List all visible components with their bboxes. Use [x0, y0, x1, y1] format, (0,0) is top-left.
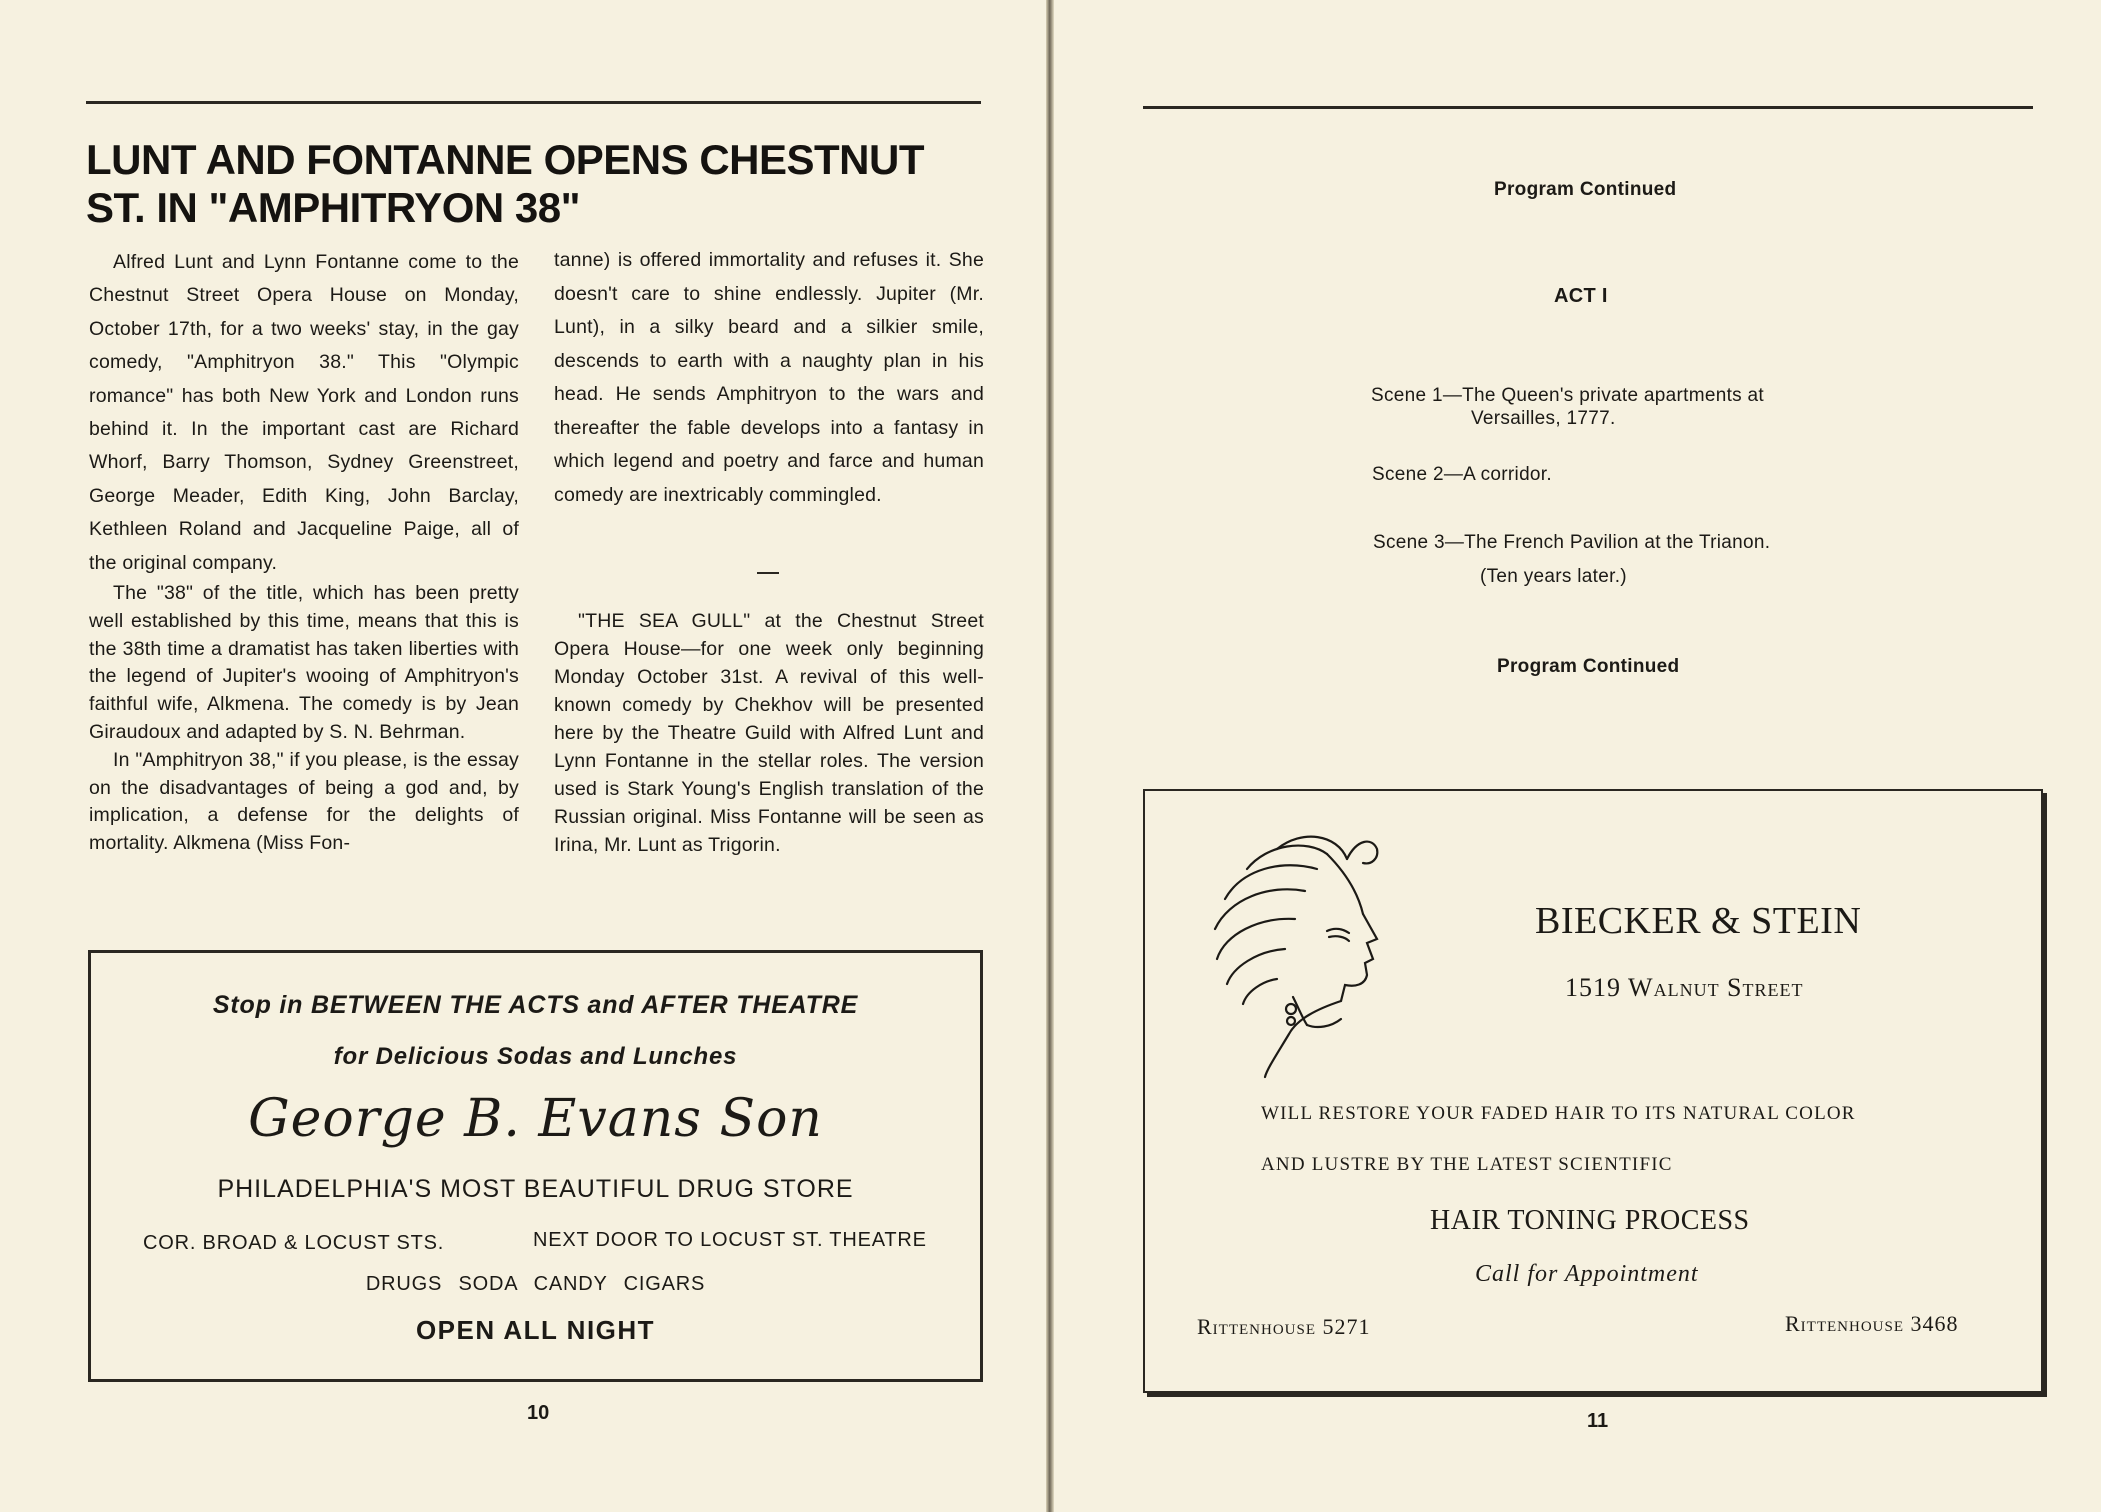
- article-column-2: [554, 244, 984, 859]
- ad-tagline: Stop in BETWEEN THE ACTS and AFTER THEATRE: [212, 991, 859, 1019]
- ad-address: 1519 Walnut Street: [1565, 973, 1804, 1002]
- article-column-1: [89, 246, 519, 858]
- ad-goods: DRUGS SODA CANDY CIGARS: [365, 1273, 706, 1295]
- section-divider: [757, 572, 779, 574]
- scene-continuation: (Ten years later.): [1480, 566, 1627, 587]
- book-spine: [1046, 0, 1054, 1512]
- scene-item: Scene 3—The French Pavilion at the Trianon.: [1373, 532, 1771, 553]
- article-paragraph: In "Amphitryon 38," if you please, is the essay on the disadvantages of being a god and, by implication, a defense for the delights of mortality. Alkmena (Miss Fon-: [89, 748, 519, 855]
- ad-store-description: PHILADELPHIA'S MOST BEAUTIFUL DRUG STORE: [217, 1175, 854, 1203]
- page-number: 10: [527, 1402, 550, 1424]
- ad-location-right: NEXT DOOR TO LOCUST ST. THEATRE: [533, 1229, 927, 1251]
- biecker-stein-ad: [1143, 789, 2043, 1393]
- ad-store-name: George B. Evans Son: [248, 1089, 823, 1149]
- ad-claim: AND LUSTRE BY THE LATEST SCIENTIFIC: [1261, 1154, 1673, 1175]
- ad-call-to-action: Call for Appointment: [1475, 1261, 1699, 1287]
- right-page: [1054, 0, 2101, 1512]
- act-heading: ACT I: [1554, 285, 1608, 307]
- woman-profile-icon: [1207, 819, 1387, 1084]
- ad-hours: OPEN ALL NIGHT: [415, 1315, 656, 1345]
- ad-location-left: COR. BROAD & LOCUST STS.: [143, 1232, 445, 1254]
- article-headline: LUNT AND FONTANNE OPENS CHESTNUT ST. IN "AMPHITRYON 38": [86, 136, 924, 231]
- left-page: [0, 0, 1046, 1512]
- article-paragraph: "THE SEA GULL" at the Chestnut Street Opera House—for one week only beginning Monday October 31st. A revival of this well-known comedy by Chekhov will be presented here by the Theatre Guild with Alfred Lunt and Lynn Fontanne in the stellar roles. The version used is Stark Young's English translation of the Russian original. Miss Fontanne will be seen as Irina, Mr. Lunt as Trigorin.: [554, 610, 984, 856]
- article-paragraph: tanne) is offered immortality and refuses it. She doesn't care to shine endlessly. Jupiter (Mr. Lunt), in a silky beard and a silkier smile, descends to earth with a naughty plan in his head. He sends Amphitryon to the wars and thereafter the fable develops into a fantasy in which legend and poetry and farce and human comedy are inextricably commingled.: [554, 249, 984, 506]
- ad-subtagline: for Delicious Sodas and Lunches: [333, 1043, 738, 1070]
- top-rule: [1143, 106, 2033, 109]
- article-paragraph: The "38" of the title, which has been pretty well established by this time, means that this is the 38th time a dramatist has taken liberties with the legend of Jupiter's wooing of Amphitryon's faithful wife, Alkmena. The comedy is by Jean Giraudoux and adapted by S. N. Behrman.: [89, 582, 519, 744]
- scene-item: Scene 1—The Queen's private apartments at: [1371, 385, 1764, 406]
- ad-process: HAIR TONING PROCESS: [1430, 1205, 1750, 1236]
- page-number: 11: [1587, 1410, 1609, 1432]
- program-continued-heading: Program Continued: [1497, 656, 1680, 677]
- ad-business-name: BIECKER & STEIN: [1535, 900, 1862, 942]
- ad-claim: WILL RESTORE YOUR FADED HAIR TO ITS NATURAL COLOR: [1261, 1103, 1856, 1124]
- article-paragraph: Alfred Lunt and Lynn Fontanne come to the Chestnut Street Opera House on Monday, October 17th, for a two weeks' stay, in the gay comedy, "Amphitryon 38." This "Olympic romance" has both New York and London runs behind it. In the important cast are Richard Whorf, Barry Thomson, Sydney Greenstreet, George Meader, Edith King, John Barclay, Kethleen Roland and Jacqueline Paige, all of the original company.: [89, 251, 519, 574]
- scene-item: Scene 2—A corridor.: [1372, 464, 1552, 485]
- ad-phone-right: Rittenhouse 3468: [1785, 1311, 1959, 1336]
- ad-phone-left: Rittenhouse 5271: [1197, 1314, 1371, 1339]
- top-rule: [86, 101, 981, 104]
- program-continued-heading: Program Continued: [1494, 179, 1677, 200]
- evans-drugstore-ad: [88, 950, 983, 1382]
- scene-continuation: Versailles, 1777.: [1471, 408, 1616, 429]
